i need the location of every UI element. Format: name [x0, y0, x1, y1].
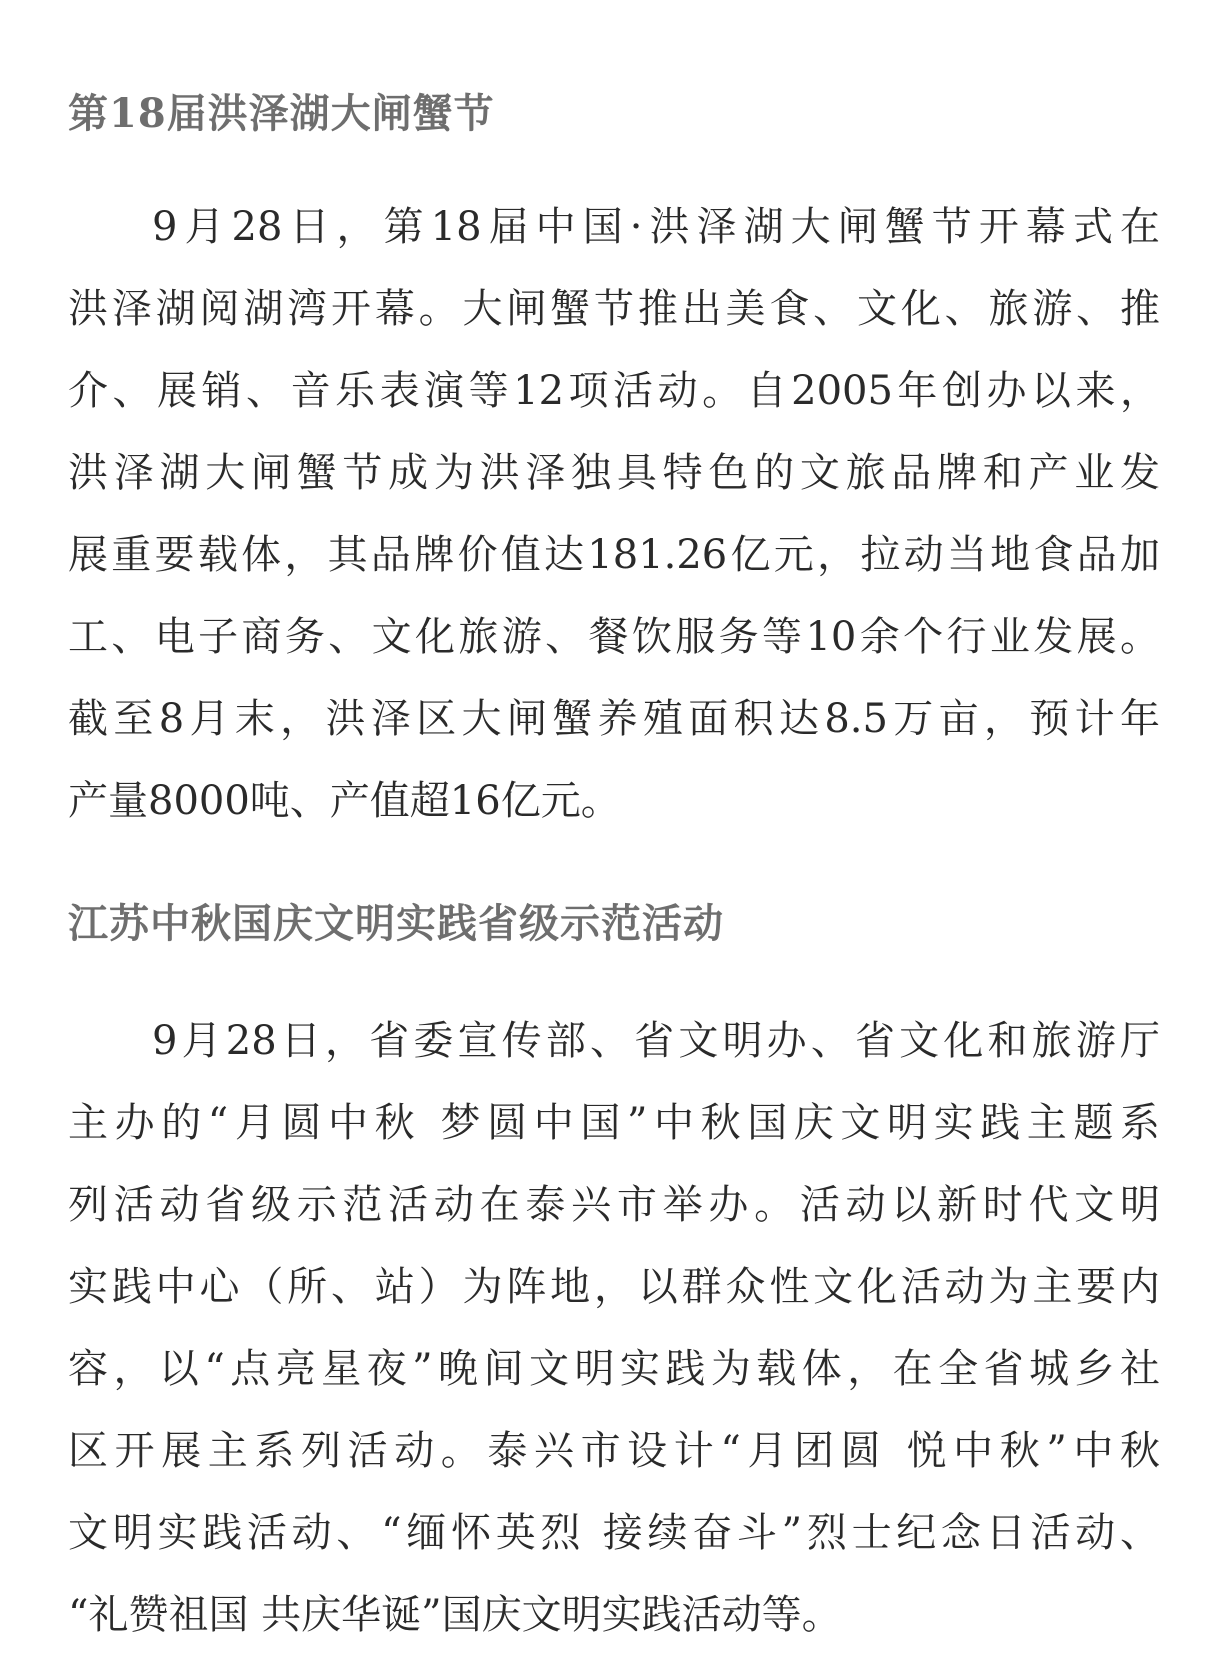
- section-heading-civilization-practice: 江苏中秋国庆文明实践省级示范活动: [68, 900, 724, 947]
- paragraph-line: 区开展主系列活动。泰兴市设计“月团圆 悦中秋”中秋: [68, 1428, 1160, 1474]
- paragraph-line: 展重要载体，其品牌价值达181.26亿元，拉动当地食品加: [68, 532, 1160, 578]
- paragraph-line: 9月28日，省委宣传部、省文明办、省文化和旅游厅: [152, 1018, 1160, 1064]
- paragraph-line: 截至8月末，洪泽区大闸蟹养殖面积达8.5万亩，预计年: [68, 696, 1160, 742]
- paragraph-line: 实践中心（所、站）为阵地，以群众性文化活动为主要内: [68, 1264, 1160, 1310]
- paragraph-line: 洪泽湖大闸蟹节成为洪泽独具特色的文旅品牌和产业发: [68, 450, 1160, 496]
- paragraph-line: 产量8000吨、产值超16亿元。: [68, 778, 621, 824]
- paragraph-line: “礼赞祖国 共庆华诞”国庆文明实践活动等。: [68, 1592, 842, 1638]
- paragraph-line: 洪泽湖阅湖湾开幕。大闸蟹节推出美食、文化、旅游、推: [68, 286, 1160, 332]
- paragraph-line: 介、展销、音乐表演等12项活动。自2005年创办以来，: [68, 368, 1160, 414]
- paragraph-civilization-practice: [68, 1000, 1160, 1656]
- paragraph-line: 文明实践活动、“缅怀英烈 接续奋斗”烈士纪念日活动、: [68, 1510, 1160, 1556]
- paragraph-line: 9月28日，第18届中国·洪泽湖大闸蟹节开幕式在: [152, 204, 1160, 250]
- paragraph-crab-festival: [68, 186, 1160, 842]
- paragraph-line: 列活动省级示范活动在泰兴市举办。活动以新时代文明: [68, 1182, 1160, 1228]
- paragraph-line: 主办的“月圆中秋 梦圆中国”中秋国庆文明实践主题系: [68, 1100, 1160, 1146]
- paragraph-line: 工、电子商务、文化旅游、餐饮服务等10余个行业发展。: [68, 614, 1160, 660]
- section-heading-crab-festival: 第18届洪泽湖大闸蟹节: [68, 90, 495, 137]
- paragraph-line: 容，以“点亮星夜”晚间文明实践为载体，在全省城乡社: [68, 1346, 1160, 1392]
